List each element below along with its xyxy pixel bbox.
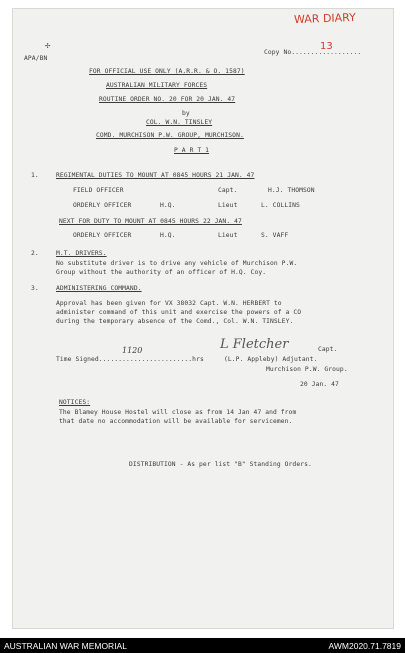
item-heading: M.T. DRIVERS.: [56, 250, 107, 257]
notices-heading: NOTICES:: [59, 399, 91, 406]
duty-name: S. VAFF: [261, 232, 289, 239]
by-line: by: [182, 110, 190, 117]
duty-name: H.J. THOMSON: [268, 187, 315, 194]
footer-institution: AUSTRALIAN WAR MEMORIAL: [4, 641, 127, 651]
signature-date: 20 Jan. 47: [300, 381, 339, 388]
reference-code: APA/BN: [24, 55, 48, 62]
signatory-name: (L.P. Appleby) Adjutant.: [224, 356, 318, 363]
item-body-line: Approval has been given for VX 38032 Capt. W.N. HERBERT to: [56, 300, 282, 307]
duty-rank: Capt.: [218, 187, 238, 194]
asterisk-mark-icon: ✢: [45, 41, 51, 51]
distribution-line: DISTRIBUTION - As per list "B" Standing Orders.: [129, 461, 312, 468]
copy-number-label: Copy No..................: [264, 49, 362, 56]
duty-rank: Lieut: [218, 202, 238, 209]
notice-line: that date no accommodation will be available for servicemen.: [59, 418, 293, 425]
item-body-line: during the temporary absence of the Comd., Col. W.N. TINSLEY.: [56, 318, 294, 325]
item-body-line: No substitute driver is to drive any vehicle of Murchison P.W.: [56, 260, 298, 267]
war-diary-stamp: WAR DIARY: [293, 10, 357, 27]
item-heading: REGIMENTAL DUTIES TO MOUNT AT 0845 HOURS 21 JAN. 47: [56, 172, 255, 179]
command-line: COMD. MURCHISON P.W. GROUP, MURCHISON.: [96, 132, 244, 139]
document-page: [12, 8, 394, 629]
item-heading: ADMINISTERING COMMAND.: [56, 285, 142, 292]
copy-number-value: 13: [320, 41, 333, 52]
duty-rank: Lieut: [218, 232, 238, 239]
item-number: 3.: [31, 285, 39, 292]
notice-line: The Blamey House Hostel will close as from 14 Jan 47 and from: [59, 409, 297, 416]
next-duty-heading: NEXT FOR DUTY TO MOUNT AT 0845 HOURS 22 JAN. 47: [59, 218, 242, 225]
archive-footer: [0, 638, 405, 653]
part-heading: P A R T 1: [174, 147, 210, 154]
duty-role: ORDERLY OFFICER: [73, 232, 132, 239]
classification-line: FOR OFFICIAL USE ONLY (A.R.R. & O. 1587): [89, 68, 245, 75]
duty-name: L. COLLINS: [261, 202, 300, 209]
duty-unit: H.Q.: [160, 232, 176, 239]
duty-role: FIELD OFFICER: [73, 187, 124, 194]
footer-accession-number: AWM2020.71.7819: [328, 641, 401, 651]
forces-line: AUSTRALIAN MILITARY FORCES: [106, 82, 208, 89]
order-number-line: ROUTINE ORDER NO. 20 FOR 20 JAN. 47: [99, 96, 236, 103]
time-signed-label: Time Signed........................hrs: [56, 356, 204, 363]
item-number: 2.: [31, 250, 39, 257]
handwritten-signature: L Fletcher: [220, 337, 289, 352]
item-body-line: administer command of this unit and exercise the powers of a CO: [56, 309, 302, 316]
signatory-unit: Murchison P.W. Group.: [266, 366, 348, 373]
item-number: 1.: [31, 172, 39, 179]
duty-unit: H.Q.: [160, 202, 176, 209]
signatory-rank: Capt.: [318, 346, 338, 353]
duty-role: ORDERLY OFFICER: [73, 202, 132, 209]
item-body-line: Group without the authority of an officer of H.Q. Coy.: [56, 269, 267, 276]
time-signed-value: 1120: [122, 346, 143, 355]
commander-line: COL. W.N. TINSLEY: [146, 119, 213, 126]
